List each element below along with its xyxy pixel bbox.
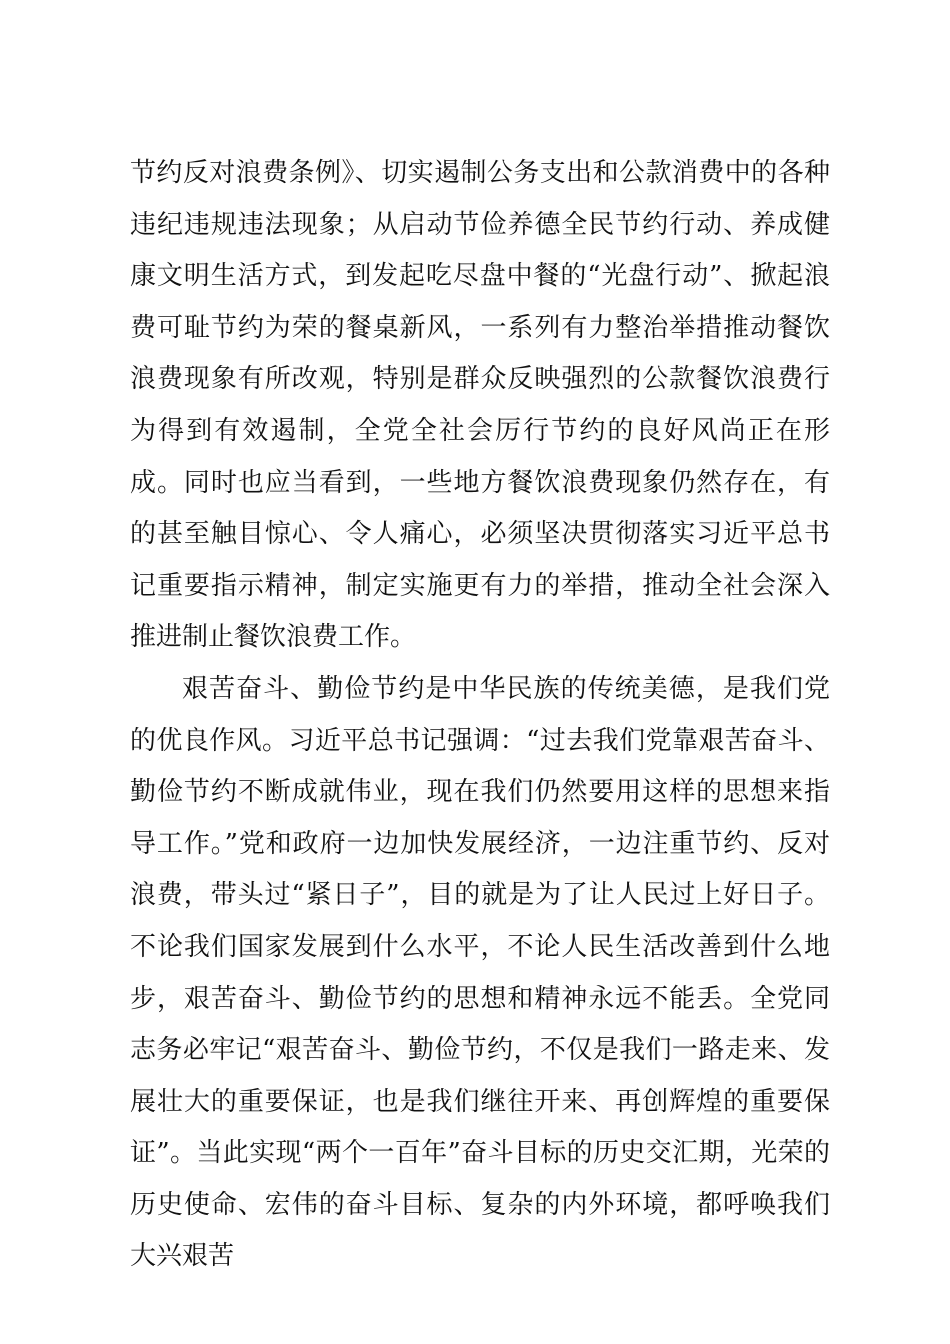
body-text bbox=[130, 148, 830, 1283]
paragraph-thrift-virtue: 艰苦奋斗、勤俭节约是中华民族的传统美德，是我们党的优良作风。习近平总书记强调：“过去我们党靠艰苦奋斗、勤俭节约不断成就伟业，现在我们仍然要用这样的思想来指导工作。”党和政府一边加快发展经济，一边注重节约、反对浪费，带头过“紧日子”，目的就是为了让人民过上好日子。不论我们国家发展到什么水平，不论人民生活改善到什么地步，艰苦奋斗、勤俭节约的思想和精神永远不能丢。全党同志务必牢记“艰苦奋斗、勤俭节约，不仅是我们一路走来、发展壮大的重要保证，也是我们继往开来、再创辉煌的重要保证”。当此实现“两个一百年”奋斗目标的历史交汇期，光荣的历史使命、宏伟的奋斗目标、复杂的内外环境，都呼唤我们大兴艰苦 bbox=[130, 673, 830, 1272]
paragraph-continuation: 节约反对浪费条例》、切实遏制公务支出和公款消费中的各种违纪违规违法现象；从启动节俭养德全民节约行动、养成健康文明生活方式，到发起吃尽盘中餐的“光盘行动”、掀起浪费可耻节约为荣的餐桌新风，一系列有力整治举措推动餐饮浪费现象有所改观，特别是群众反映强烈的公款餐饮浪费行为得到有效遏制，全党全社会厉行节约的良好风尚正在形成。同时也应当看到，一些地方餐饮浪费现象仍然存在，有的甚至触目惊心、令人痛心，必须坚决贯彻落实习近平总书记重要指示精神，制定实施更有力的举措，推动全社会深入推进制止餐饮浪费工作。 bbox=[130, 158, 830, 653]
